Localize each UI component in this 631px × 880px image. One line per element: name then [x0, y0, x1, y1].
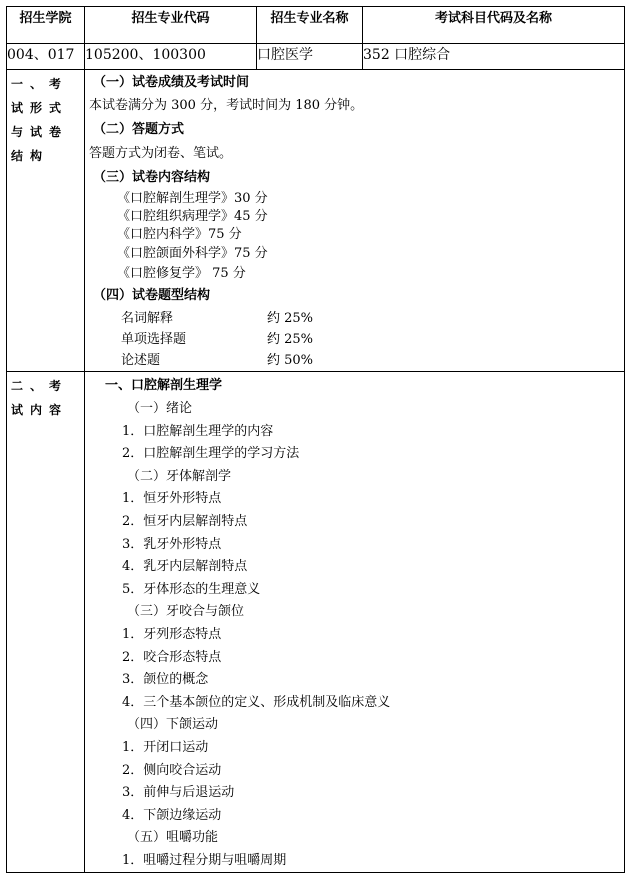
syllabus-item: 4．乳牙内层解剖特点: [122, 559, 248, 575]
book-item: 《口腔颌面外科学》75 分: [117, 246, 268, 261]
exam-syllabus-table: [6, 6, 625, 873]
section2-row: [7, 372, 625, 873]
syllabus-item: 1．开闭口运动: [122, 739, 209, 755]
syllabus-item: 1．口腔解剖生理学的内容: [122, 423, 274, 439]
info-exam-subject: 352 口腔综合: [363, 44, 625, 70]
syllabus-chapter: （四）下颌运动: [127, 717, 219, 733]
syllabus-item: 4．三个基本颌位的定义、形成机制及临床意义: [122, 694, 391, 710]
info-major-code: 105200、100300: [85, 44, 257, 70]
header-major-name: 招生专业名称: [257, 7, 363, 44]
section1-content: [85, 70, 625, 372]
syllabus-item: 5．牙体形态的生理意义: [122, 581, 261, 597]
syllabus-item: 3．前伸与后退运动: [122, 785, 235, 801]
question-type-share: 约 25%: [267, 332, 314, 347]
section2-label: 二、考试内容: [7, 372, 85, 873]
question-type-row: [89, 329, 620, 350]
content-structure-heading: （三）试卷内容结构: [93, 170, 211, 185]
info-college: 004、017: [7, 44, 85, 70]
syllabus-item: 1．恒牙外形特点: [122, 491, 222, 507]
score-time-text: 本试卷满分为 300 分，考试时间为 180 分钟。: [89, 98, 364, 113]
syllabus-item: 1．咀嚼过程分期与咀嚼周期: [122, 852, 287, 868]
answer-method-text: 答题方式为闭卷、笔试。: [89, 146, 233, 161]
syllabus-item: 4．下颌边缘运动: [122, 807, 222, 823]
subject-heading: 一、口腔解剖生理学: [105, 378, 223, 393]
question-type-share: 约 25%: [267, 311, 314, 326]
info-major-name: 口腔医学: [257, 44, 363, 70]
syllabus-chapter: （五）咀嚼功能: [127, 830, 219, 846]
question-type-row: [89, 308, 620, 329]
syllabus-chapter: （二）牙体解剖学: [127, 468, 232, 484]
syllabus-list: [89, 398, 620, 872]
book-item: 《口腔修复学》 75 分: [117, 266, 246, 281]
syllabus-item: 2．咬合形态特点: [122, 649, 222, 665]
question-type-row: [89, 350, 620, 371]
header-major-code: 招生专业代码: [85, 7, 257, 44]
book-item: 《口腔解剖生理学》30 分: [117, 191, 268, 206]
section1-label: 一、考试形式与试卷结构: [7, 70, 85, 372]
syllabus-item: 3．颌位的概念: [122, 672, 209, 688]
question-type-name: 名词解释: [121, 311, 174, 326]
question-type-name: 论述题: [121, 353, 161, 368]
section2-content: [85, 372, 625, 873]
question-type-heading: （四）试卷题型结构: [93, 288, 211, 303]
question-type-share: 约 50%: [267, 353, 314, 368]
syllabus-chapter: （三）牙咬合与颌位: [127, 604, 245, 620]
info-row: [7, 44, 625, 70]
book-item: 《口腔组织病理学》45 分: [117, 209, 268, 224]
header-row: [7, 7, 625, 44]
score-time-heading: （一）试卷成绩及考试时间: [93, 75, 250, 90]
syllabus-item: 3．乳牙外形特点: [122, 536, 222, 552]
question-type-name: 单项选择题: [121, 332, 187, 347]
book-item: 《口腔内科学》75 分: [117, 227, 242, 242]
syllabus-item: 2．恒牙内层解剖特点: [122, 513, 248, 529]
syllabus-item: 1．牙列形态特点: [122, 626, 222, 642]
section1-row: [7, 70, 625, 372]
header-college: 招生学院: [7, 7, 85, 44]
syllabus-item: 2．口腔解剖生理学的学习方法: [122, 446, 300, 462]
answer-method-heading: （二）答题方式: [93, 122, 185, 137]
syllabus-item: 2．侧向咬合运动: [122, 762, 222, 778]
header-exam-subject: 考试科目代码及名称: [363, 7, 625, 44]
syllabus-chapter: （一）绪论: [127, 401, 193, 416]
